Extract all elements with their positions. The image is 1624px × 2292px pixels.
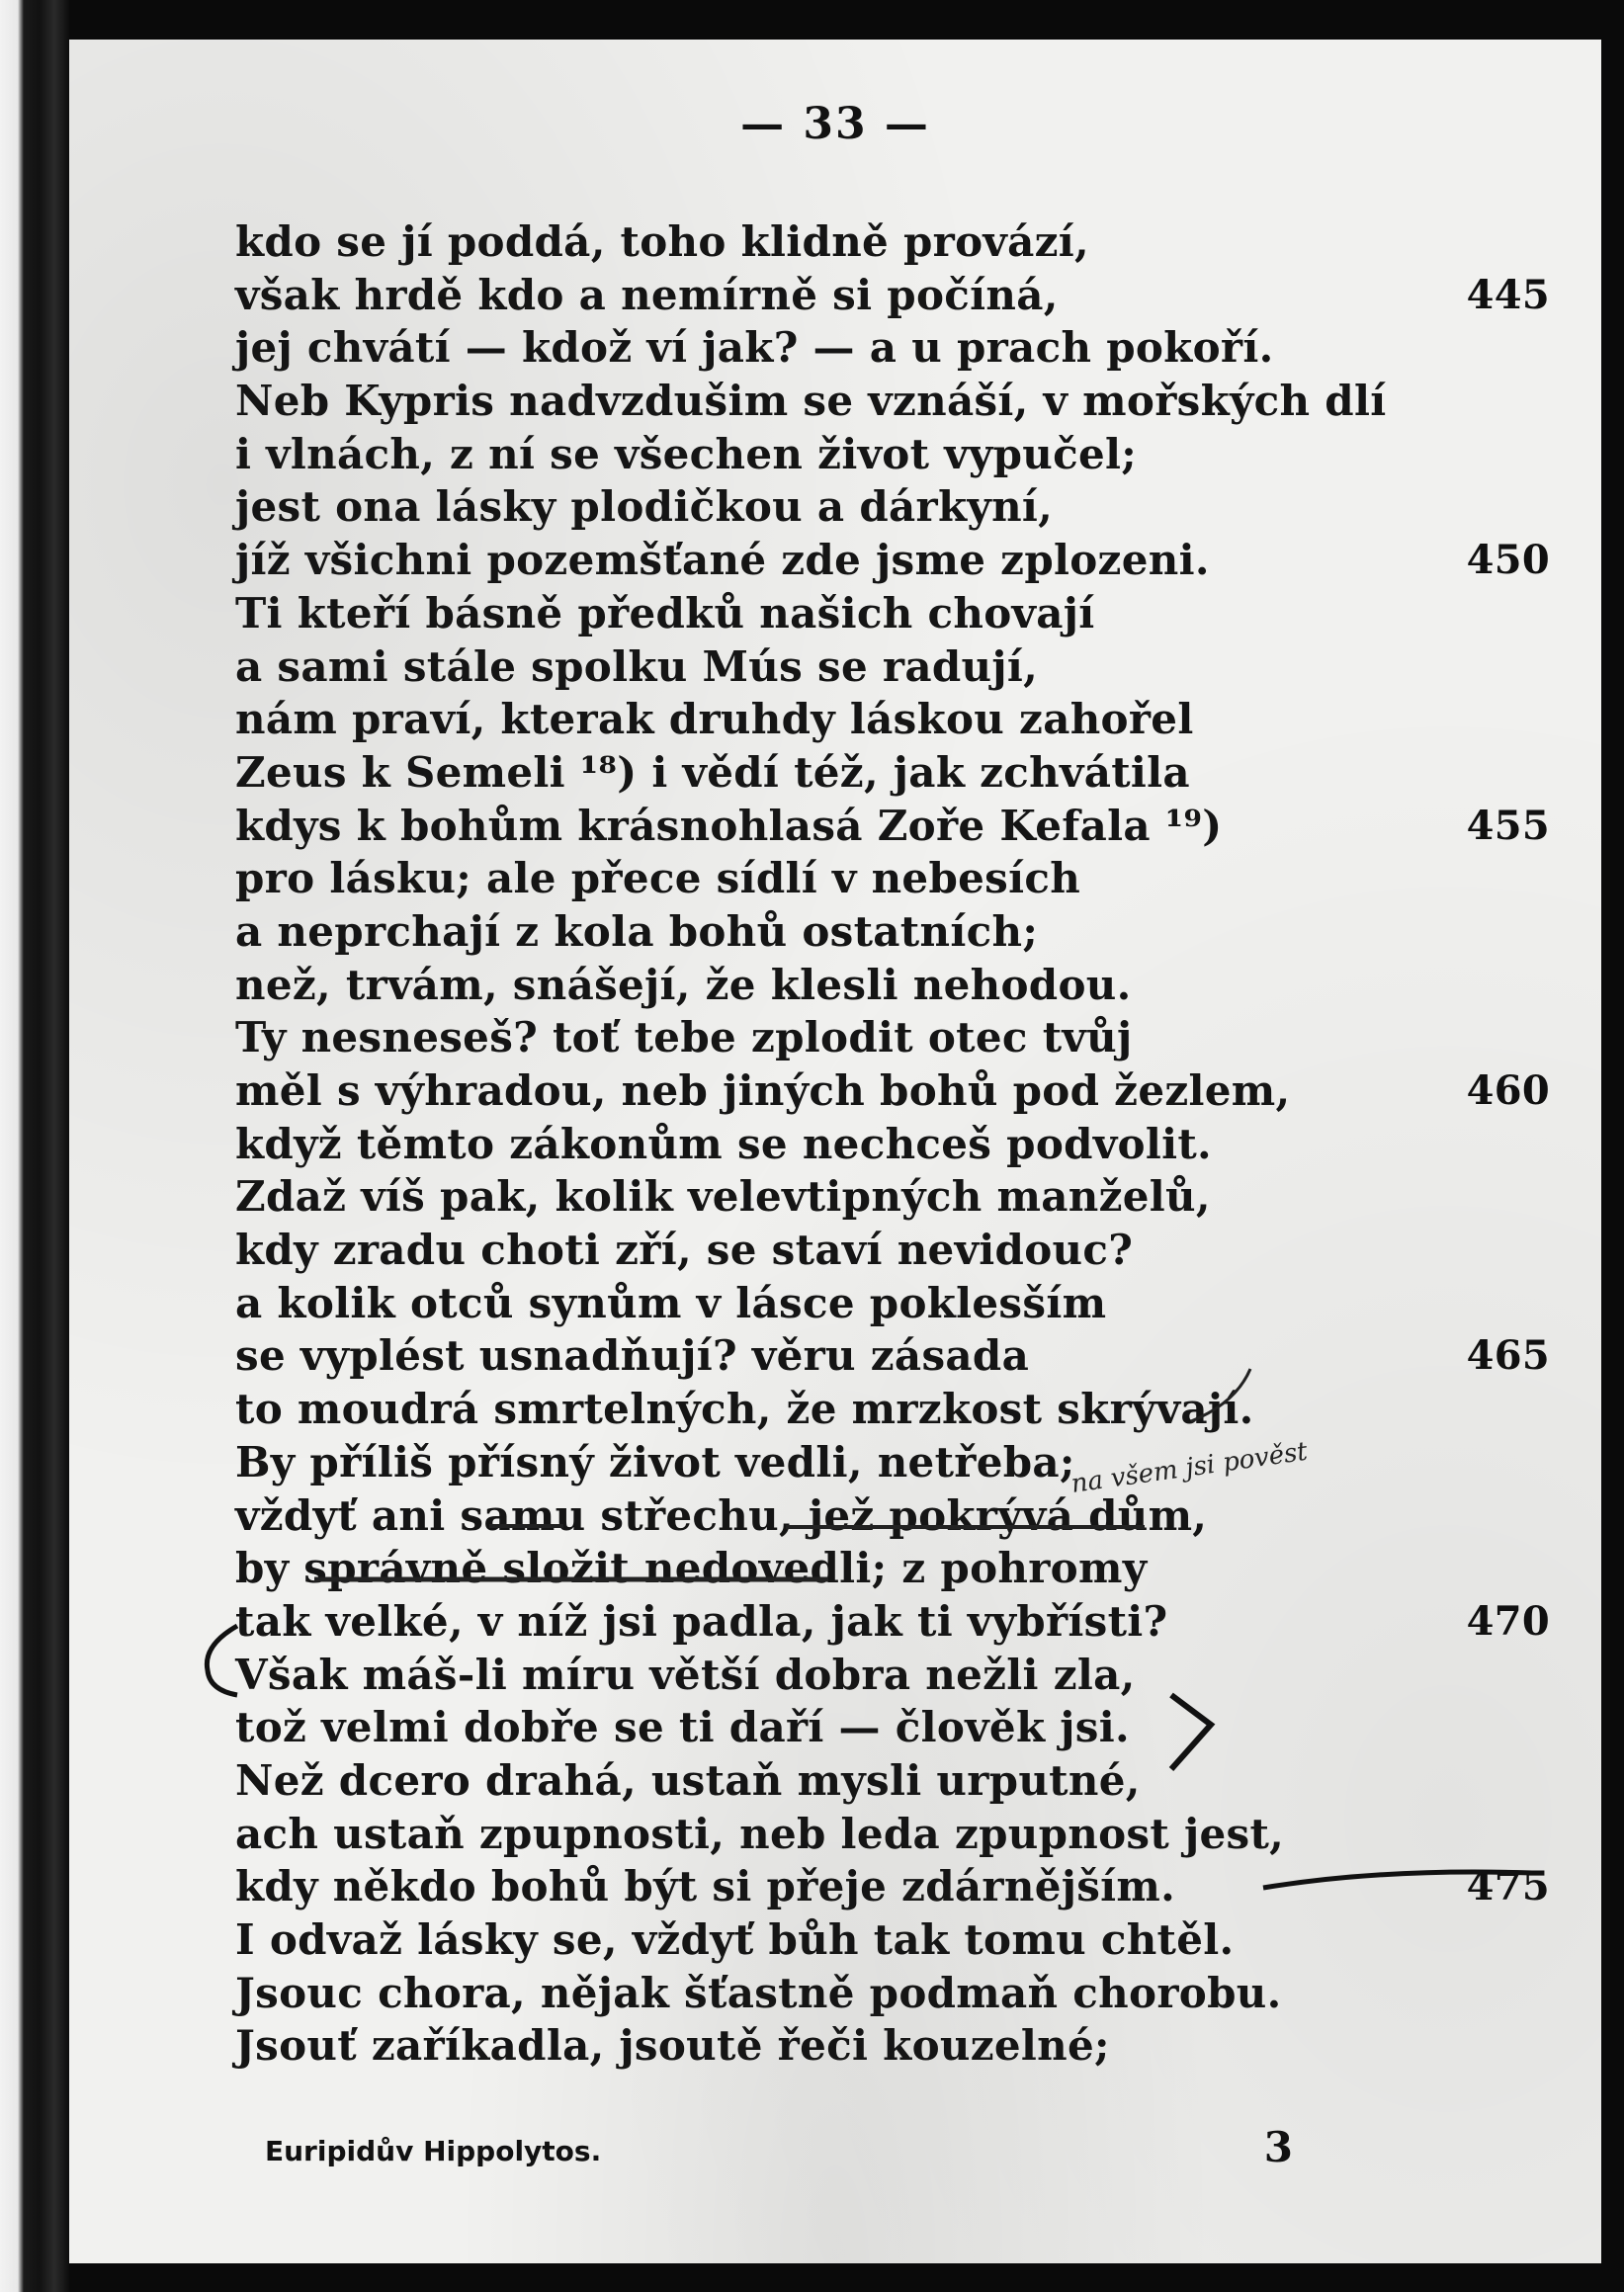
line-number: 465 [1466, 1332, 1550, 1380]
verse-line [235, 1329, 1550, 1383]
verse-line [235, 1436, 1550, 1489]
verse-line [235, 321, 1550, 375]
verse-line-text: By příliš přísný život vedli, netřeba; [235, 1437, 1075, 1486]
verse-line [235, 1011, 1550, 1064]
verse-line-text: kdo se jí poddá, toho klidně provází, [235, 217, 1089, 266]
verse-line-text: Než dcero drahá, ustaň mysli urputné, [235, 1755, 1141, 1805]
verse-text-block [235, 215, 1550, 2073]
verse-line [235, 1595, 1550, 1649]
page-number-header: — 33 — [740, 99, 930, 149]
verse-line [235, 1808, 1550, 1861]
verse-line [235, 800, 1550, 853]
verse-line [235, 1701, 1550, 1754]
sheet-number: 3 [1263, 2123, 1293, 2171]
verse-line-text: nám praví, kterak druhdy láskou zahořel [235, 695, 1194, 744]
verse-line [235, 269, 1550, 322]
verse-line [235, 852, 1550, 905]
verse-line [235, 1860, 1550, 1913]
verse-line-text: I odvaž lásky se, vždyť bůh tak tomu chtěl. [235, 1915, 1235, 1964]
verse-line-text: kdy zradu choti zří, se staví nevidouc? [235, 1226, 1134, 1275]
verse-line [235, 480, 1550, 534]
verse-line [235, 1489, 1550, 1543]
verse-line [235, 1118, 1550, 1171]
book-page [69, 40, 1601, 2263]
verse-line-text: a kolik otců synům v lásce poklesším [235, 1278, 1107, 1327]
verse-line-text: i vlnách, z ní se všechen život vypučel; [235, 429, 1138, 478]
verse-line-text: měl s výhradou, neb jiných bohů pod žezlem, [235, 1066, 1291, 1115]
verse-line [235, 1383, 1550, 1436]
scan-binding-edge [0, 0, 69, 2292]
verse-line-text: když těmto zákonům se nechceš podvolit. [235, 1119, 1212, 1168]
line-number: 475 [1466, 1863, 1550, 1910]
line-number: 450 [1466, 537, 1550, 584]
verse-line-text: Neb Kypris nadvzdušim se vznáší, v mořských dlí [235, 377, 1387, 426]
verse-line-text: tak velké, v níž jsi padla, jak ti vybřísti? [235, 1596, 1168, 1646]
verse-line-text: a neprchají z kola bohů ostatních; [235, 906, 1039, 956]
verse-line [235, 693, 1550, 746]
verse-line [235, 1913, 1550, 1967]
verse-line-text: Jsouť zaříkadla, jsoutě řeči kouzelné; [235, 2021, 1110, 2071]
verse-line [235, 534, 1550, 587]
verse-line-text: Zeus k Semeli ¹⁸) i vědí též, jak zchvátila [235, 747, 1190, 797]
verse-line [235, 905, 1550, 959]
verse-line-text: však hrdě kdo a nemírně si počíná, [235, 270, 1059, 319]
verse-line [235, 959, 1550, 1012]
verse-line-text: by správně složit nedovedli; z pohromy [235, 1544, 1148, 1593]
verse-line [235, 640, 1550, 694]
verse-line [235, 1224, 1550, 1277]
handwritten-note: na všem jsi pověst [1068, 1436, 1310, 1499]
verse-line [235, 746, 1550, 800]
verse-line [235, 1170, 1550, 1224]
page-footer [265, 2123, 1293, 2172]
verse-line [235, 1064, 1550, 1118]
verse-line-text: to moudrá smrtelných, že mrzkost skrývají. [235, 1385, 1254, 1434]
line-number: 470 [1466, 1597, 1550, 1645]
verse-line-text: Jsouc chora, nějak šťastně podmaň chorobu. [235, 1968, 1282, 2017]
verse-line [235, 1754, 1550, 1808]
verse-line-text: pro lásku; ale přece sídlí v nebesích [235, 854, 1081, 903]
verse-line-text: Však máš-li míru větší dobra nežli zla, [235, 1650, 1136, 1699]
line-number: 460 [1466, 1067, 1550, 1114]
verse-line [235, 428, 1550, 481]
verse-line [235, 2019, 1550, 2073]
line-number: 445 [1466, 271, 1550, 318]
book-signature: Euripidův Hippolytos. [265, 2135, 602, 2167]
verse-line [235, 1277, 1550, 1330]
verse-line [235, 1649, 1550, 1702]
verse-line-text: než, trvám, snášejí, že klesli nehodou. [235, 960, 1132, 1009]
verse-line-text: vždyť ani samu střechu, jež pokrývá dům, [235, 1490, 1208, 1540]
verse-line-text: jíž všichni pozemšťané zde jsme zplozeni. [235, 536, 1210, 585]
verse-line-text: jest ona lásky plodičkou a dárkyní, [235, 482, 1054, 532]
verse-line [235, 587, 1550, 640]
verse-line [235, 1967, 1550, 2020]
verse-line-text: tož velmi dobře se ti daří — člověk jsi. [235, 1703, 1130, 1752]
line-number: 455 [1466, 802, 1550, 849]
verse-line-text: jej chvátí — kdož ví jak? — a u prach pokoří. [235, 323, 1274, 373]
verse-line-text: kdys k bohům krásnohlasá Zoře Kefala ¹⁹) [235, 801, 1223, 850]
verse-line [235, 215, 1550, 269]
verse-line [235, 1542, 1550, 1595]
verse-line-text: Zdaž víš pak, kolik velevtipných manželů, [235, 1172, 1211, 1222]
verse-line-text: Ti kteří básně předků našich chovají [235, 588, 1095, 637]
verse-line [235, 375, 1550, 428]
verse-line-text: se vyplést usnadňují? věru zásada [235, 1331, 1030, 1381]
verse-line-text: a sami stále spolku Mús se radují, [235, 641, 1039, 691]
verse-line-text: ach ustaň zpupnosti, neb leda zpupnost jest, [235, 1809, 1285, 1858]
verse-line-text: kdy někdo bohů být si přeje zdárnějším. [235, 1862, 1176, 1911]
verse-line-text: Ty nesneseš? toť tebe zplodit otec tvůj [235, 1013, 1133, 1062]
